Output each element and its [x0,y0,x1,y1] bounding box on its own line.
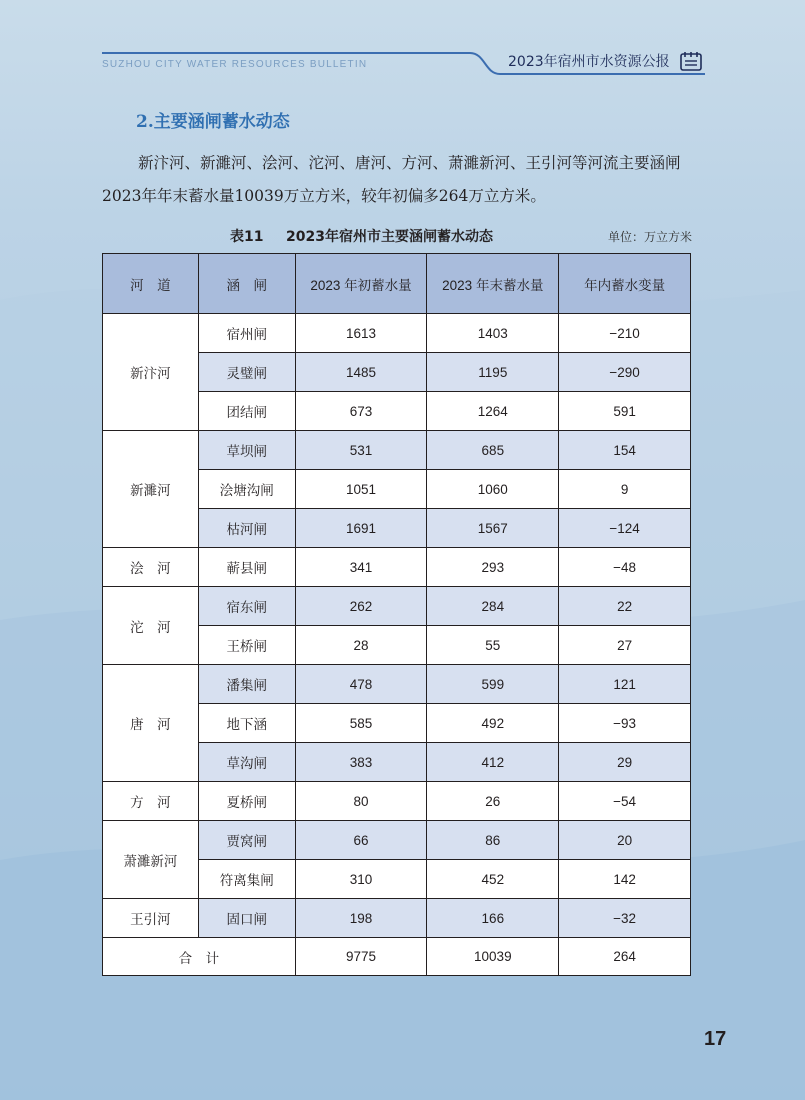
change-cell: −290 [559,353,691,392]
table-row [103,431,691,470]
total-row [103,938,691,976]
total-label: 合 计 [103,938,296,976]
change-cell: −93 [559,704,691,743]
section-heading: 2.主要涵闸蓄水动态 [136,112,290,132]
change-cell: −48 [559,548,691,587]
gate-cell: 草沟闸 [198,743,295,782]
change-cell: 22 [559,587,691,626]
end-cell: 1403 [427,314,559,353]
end-cell: 26 [427,782,559,821]
start-cell: 1485 [295,353,427,392]
river-cell: 浍 河 [103,548,199,587]
end-cell: 412 [427,743,559,782]
gate-cell: 潘集闸 [198,665,295,704]
end-cell: 452 [427,860,559,899]
gate-cell: 宿州闸 [198,314,295,353]
total-change: 264 [559,938,691,976]
paragraph-line-1: 新汴河、新濉河、浍河、沱河、唐河、方河、萧濉新河、王引河等河流主要涵闸 [138,154,681,172]
header-change: 年内蓄水变量 [559,254,691,314]
gate-cell: 贾窝闸 [198,821,295,860]
start-cell: 341 [295,548,427,587]
table-row [103,782,691,821]
total-start: 9775 [295,938,427,976]
table-title: 2023年宿州市主要涵闸蓄水动态 [286,229,493,245]
gate-cell: 宿东闸 [198,587,295,626]
paragraph-line-2: 2023年年末蓄水量10039万立方米，较年初偏多264万立方米。 [102,187,546,205]
table-label: 表11 [230,229,264,245]
start-cell: 198 [295,899,427,938]
end-cell: 86 [427,821,559,860]
change-cell: 9 [559,470,691,509]
start-cell: 673 [295,392,427,431]
table-row [103,587,691,626]
end-cell: 1060 [427,470,559,509]
end-cell: 166 [427,899,559,938]
river-cell: 萧濉新河 [103,821,199,899]
body-paragraph [102,147,702,213]
start-cell: 478 [295,665,427,704]
gate-cell: 团结闸 [198,392,295,431]
river-cell: 王引河 [103,899,199,938]
change-cell: 142 [559,860,691,899]
change-cell: −124 [559,509,691,548]
change-cell: −54 [559,782,691,821]
table-row [103,548,691,587]
end-cell: 293 [427,548,559,587]
storage-table [102,253,691,976]
bulletin-title-cn: 2023年宿州市水资源公报 [508,54,670,70]
gate-cell: 灵璧闸 [198,353,295,392]
change-cell: 121 [559,665,691,704]
gate-cell: 浍塘沟闸 [198,470,295,509]
gate-cell: 地下涵 [198,704,295,743]
bulletin-title-en: SUZHOU CITY WATER RESOURCES BULLETIN [102,59,368,70]
river-cell: 新濉河 [103,431,199,548]
start-cell: 383 [295,743,427,782]
gate-cell: 夏桥闸 [198,782,295,821]
table-unit: 单位：万立方米 [607,230,692,244]
table-caption [102,226,692,246]
start-cell: 310 [295,860,427,899]
river-cell: 唐 河 [103,665,199,782]
table-row [103,899,691,938]
start-cell: 531 [295,431,427,470]
change-cell: 27 [559,626,691,665]
river-cell: 新汴河 [103,314,199,431]
end-cell: 55 [427,626,559,665]
river-cell: 沱 河 [103,587,199,665]
start-cell: 1691 [295,509,427,548]
header-river: 河 道 [103,254,199,314]
start-cell: 1613 [295,314,427,353]
start-cell: 585 [295,704,427,743]
gate-cell: 符离集闸 [198,860,295,899]
change-cell: 20 [559,821,691,860]
total-end: 10039 [427,938,559,976]
start-cell: 66 [295,821,427,860]
book-icon [680,51,702,71]
table-row [103,314,691,353]
end-cell: 1567 [427,509,559,548]
table-row [103,821,691,860]
gate-cell: 蕲县闸 [198,548,295,587]
river-cell: 方 河 [103,782,199,821]
table-row [103,665,691,704]
header-gate: 涵 闸 [198,254,295,314]
gate-cell: 草坝闸 [198,431,295,470]
table-header-row [103,254,691,314]
end-cell: 599 [427,665,559,704]
start-cell: 80 [295,782,427,821]
start-cell: 262 [295,587,427,626]
end-cell: 284 [427,587,559,626]
start-cell: 28 [295,626,427,665]
end-cell: 1264 [427,392,559,431]
start-cell: 1051 [295,470,427,509]
gate-cell: 枯河闸 [198,509,295,548]
change-cell: 591 [559,392,691,431]
header-end-storage: 2023 年末蓄水量 [427,254,559,314]
change-cell: −210 [559,314,691,353]
change-cell: 154 [559,431,691,470]
change-cell: −32 [559,899,691,938]
end-cell: 685 [427,431,559,470]
end-cell: 1195 [427,353,559,392]
gate-cell: 固口闸 [198,899,295,938]
end-cell: 492 [427,704,559,743]
header-start-storage: 2023 年初蓄水量 [295,254,427,314]
gate-cell: 王桥闸 [198,626,295,665]
page-number: 17 [704,1028,727,1050]
change-cell: 29 [559,743,691,782]
header-rule [0,0,805,90]
